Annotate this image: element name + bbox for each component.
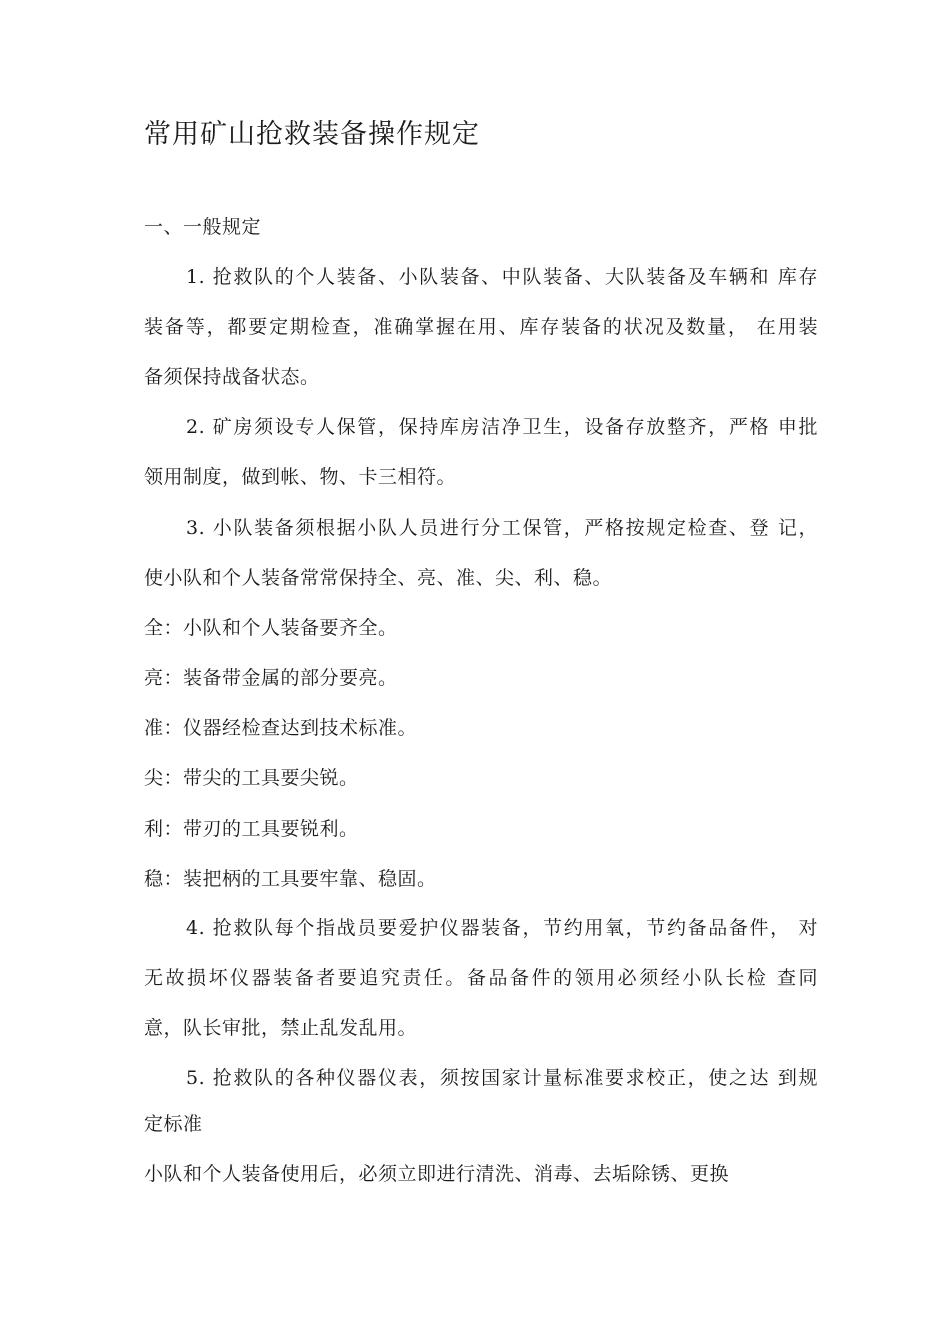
paragraph-line: 3. 小队装备须根据小队人员进行分工保管，严格按规定检查、登 记， [186, 517, 818, 539]
list-item: 利：带刃的工具要锐利。 [144, 818, 359, 840]
paragraph-line: 使小队和个人装备常常保持全、亮、准、尖、利、稳。 [144, 567, 613, 589]
paragraph-line: 备须保持战备状态。 [144, 366, 320, 388]
paragraph-line: 意，队长审批，禁止乱发乱用。 [144, 1017, 418, 1039]
list-item: 尖：带尖的工具要尖锐。 [144, 767, 359, 789]
list-item: 稳：装把柄的工具要牢靠、稳固。 [144, 868, 437, 890]
paragraph-line: 小队和个人装备使用后，必须立即进行清洗、消毒、去垢除锈、更换 [144, 1163, 730, 1185]
paragraph-line: 5. 抢救队的各种仪器仪表，须按国家计量标准要求校正，使之达 到规 [186, 1067, 818, 1089]
paragraph-line: 2. 矿房须设专人保管，保持库房洁净卫生，设备存放整齐，严格 申批 [186, 416, 818, 438]
list-item: 全：小队和个人装备要齐全。 [144, 617, 398, 639]
paragraph-line: 定标准 [144, 1113, 203, 1135]
paragraph-line: 1. 抢救队的个人装备、小队装备、中队装备、大队装备及车辆和 库存 [186, 266, 818, 288]
paragraph-line: 装备等，都要定期检查，准确掌握在用、库存装备的状况及数量， 在用装 [144, 316, 818, 338]
paragraph-line: 领用制度，做到帐、物、卡三相符。 [144, 466, 457, 488]
paragraph-line: 无故损坏仪器装备者要追究责任。备品备件的领用必须经小队长检 查同 [144, 967, 818, 989]
list-item: 准：仪器经检查达到技术标准。 [144, 717, 418, 739]
paragraph-line: 4. 抢救队每个指战员要爱护仪器装备，节约用氧，节约备品备件， 对 [186, 917, 818, 939]
document-title: 常用矿山抢救装备操作规定 [144, 119, 480, 150]
list-item: 亮：装备带金属的部分要亮。 [144, 667, 398, 689]
section-heading: 一、一般规定 [144, 216, 262, 238]
